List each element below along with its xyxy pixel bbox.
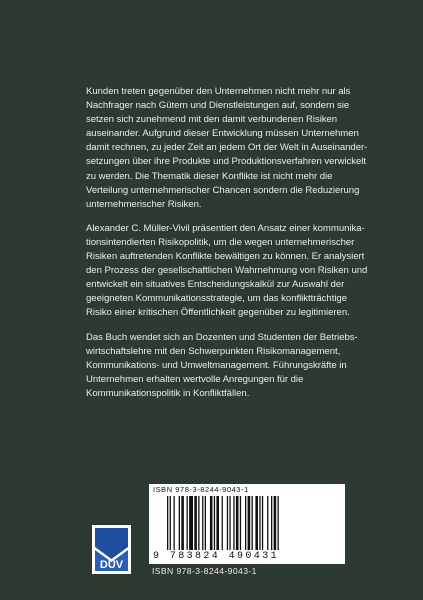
blurb-paragraph-3 [86,331,358,401]
isbn-text: ISBN 978-3-8244-9043-1 [152,566,257,576]
isbn-barcode [149,484,345,564]
text-line: wirtschaftslehre mit den Schwerpunkten Risikomanagement, [86,345,341,357]
text-line: Nachfrager nach Gütern und Dienstleistungen auf, sondern sie [86,100,350,112]
text-line: Unternehmen erhalten wertvolle Anregungen für die [86,373,304,385]
text-line: Kommunikations- und Umweltmanagement. Führungskräfte in [86,359,347,371]
barcode-isbn-label: ISBN 978-3-8244-9043-1 [153,485,249,494]
text-line: Kommunikationspolitik in Konfliktfällen. [86,387,250,399]
blurb-text [86,85,368,411]
barcode-digits: 9 783824 490431 [153,551,280,562]
text-line: damit rechnen, zu jeder Zeit an jedem Ort der Welt in Auseinander- [86,142,368,154]
blurb-paragraph-2 [86,222,368,321]
text-line: den Prozess der gesellschaftlichen Wahrnehmung von Risiken und [86,265,368,277]
text-line: tionsintendierten Risikopolitik, um die wegen unternehmerischer [86,236,355,248]
text-line: auseinander. Aufgrund dieser Entwicklung müssen Unternehmen [86,128,359,140]
text-line: entwickelt ein situatives Entscheidungskalkül zur Auswahl der [86,279,345,291]
text-line: zu werden. Die Thematik dieser Konflikte ist nicht mehr die [86,170,333,182]
barcode-bars [167,496,331,552]
text-line: Alexander C. Müller-Vivil präsentiert den Ansatz einer kommunika- [86,222,365,234]
text-line: Kunden treten gegenüber den Unternehmen nicht mehr nur als [86,86,351,97]
text-line: Verteilung unternehmerischer Chancen sondern die Reduzierung [86,184,360,196]
duv-logo-icon [92,525,131,574]
text-line: setzungen über ihre Produkte und Produktionsverfahren verwickelt [86,156,366,168]
text-line: geeigneten Kommunikationsstrategie, um das konfliktträchtige [86,293,347,305]
text-line: setzen sich zunehmend mit den damit verbundenen Risiken [86,114,338,126]
text-line: Risiken auftretenden Konflikte bewältigen zu können. Er analysiert [86,251,365,263]
text-line: unternehmerischer Risiken. [86,198,202,210]
text-line: Risiko einer kritischen Öffentlichkeit gegenüber zu legitimieren. [86,307,350,319]
logo-text: DUV [99,559,124,571]
text-line: Das Buch wendet sich an Dozenten und Studenten der Betriebs- [86,331,358,343]
blurb-paragraph-1 [86,85,368,212]
